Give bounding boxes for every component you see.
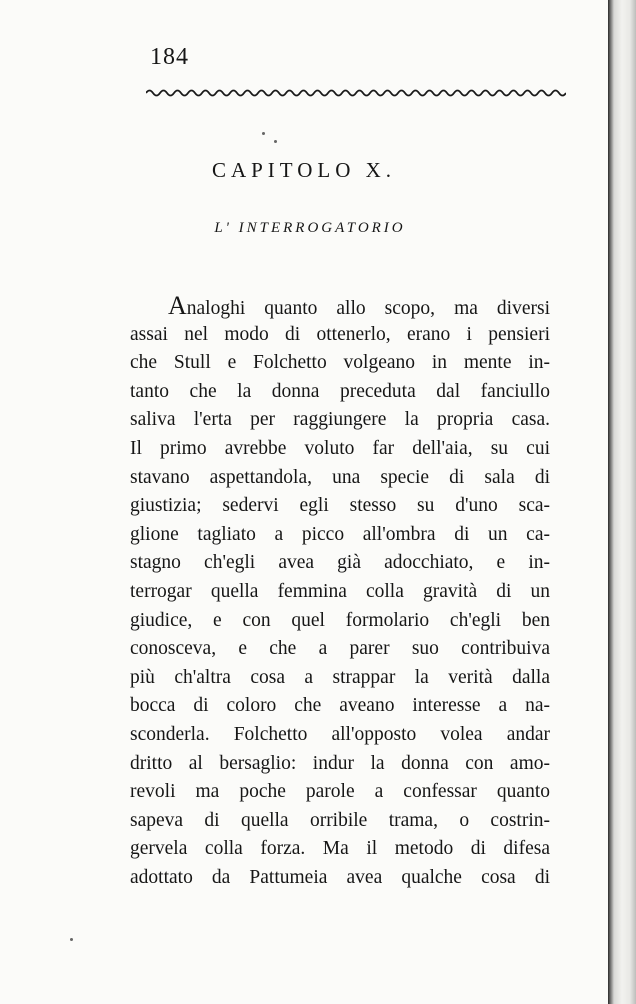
text-line: Il primo avrebbe voluto far dell'aia, su cui <box>130 437 550 459</box>
text-line: più ch'altra cosa a strappar la verità dalla <box>130 666 550 688</box>
chapter-subtitle: L' INTERROGATORIO <box>214 220 406 236</box>
text-line: assai nel modo di ottenerlo, erano i pensieri <box>130 323 550 345</box>
text-line-1-rest: naloghi quanto allo scopo, ma diversi <box>186 298 550 319</box>
paper-speck <box>274 140 277 143</box>
wavy-rule-ornament <box>146 88 566 98</box>
text-line: saliva l'erta per raggiungere la propria casa. <box>130 409 550 431</box>
text-line: stagno ch'egli avea già adocchiato, e in- <box>130 552 550 574</box>
text-line: terrogar quella femmina colla gravità di un <box>130 580 550 602</box>
paper-speck <box>70 938 73 941</box>
text-line: giustizia; sedervi egli stesso su d'uno sca- <box>130 495 550 517</box>
page-number: 184 <box>150 44 189 70</box>
initial-letter: A <box>168 291 187 320</box>
body-text <box>130 292 550 892</box>
text-line: bocca di coloro che aveano interesse a na- <box>130 695 550 717</box>
text-line: tanto che la donna preceduta dal fanciullo <box>130 380 550 402</box>
text-line: stavano aspettandola, una specie di sala di <box>130 466 550 488</box>
text-line: che Stull e Folchetto volgeano in mente in- <box>130 352 550 374</box>
text-line-1 <box>130 292 550 321</box>
text-line: glione tagliato a picco all'ombra di un ca- <box>130 523 550 545</box>
chapter-title: CAPITOLO X. <box>211 158 397 182</box>
book-gutter <box>608 0 636 1004</box>
text-line: adottato da Pattumeia avea qualche cosa di <box>130 866 550 888</box>
paper-speck <box>262 132 265 135</box>
text-line: conosceva, e che a parer suo contribuiva <box>130 638 550 660</box>
text-line: gervela colla forza. Ma il metodo di difesa <box>130 838 550 860</box>
text-line: giudice, e con quel formolario ch'egli ben <box>130 609 550 631</box>
text-line: revoli ma poche parole a confessar quanto <box>130 781 550 803</box>
text-line: sconderla. Folchetto all'opposto volea andar <box>130 723 550 745</box>
text-line: dritto al bersaglio: indur la donna con amo- <box>130 752 550 774</box>
text-line: sapeva di quella orribile trama, o costrin- <box>130 809 550 831</box>
